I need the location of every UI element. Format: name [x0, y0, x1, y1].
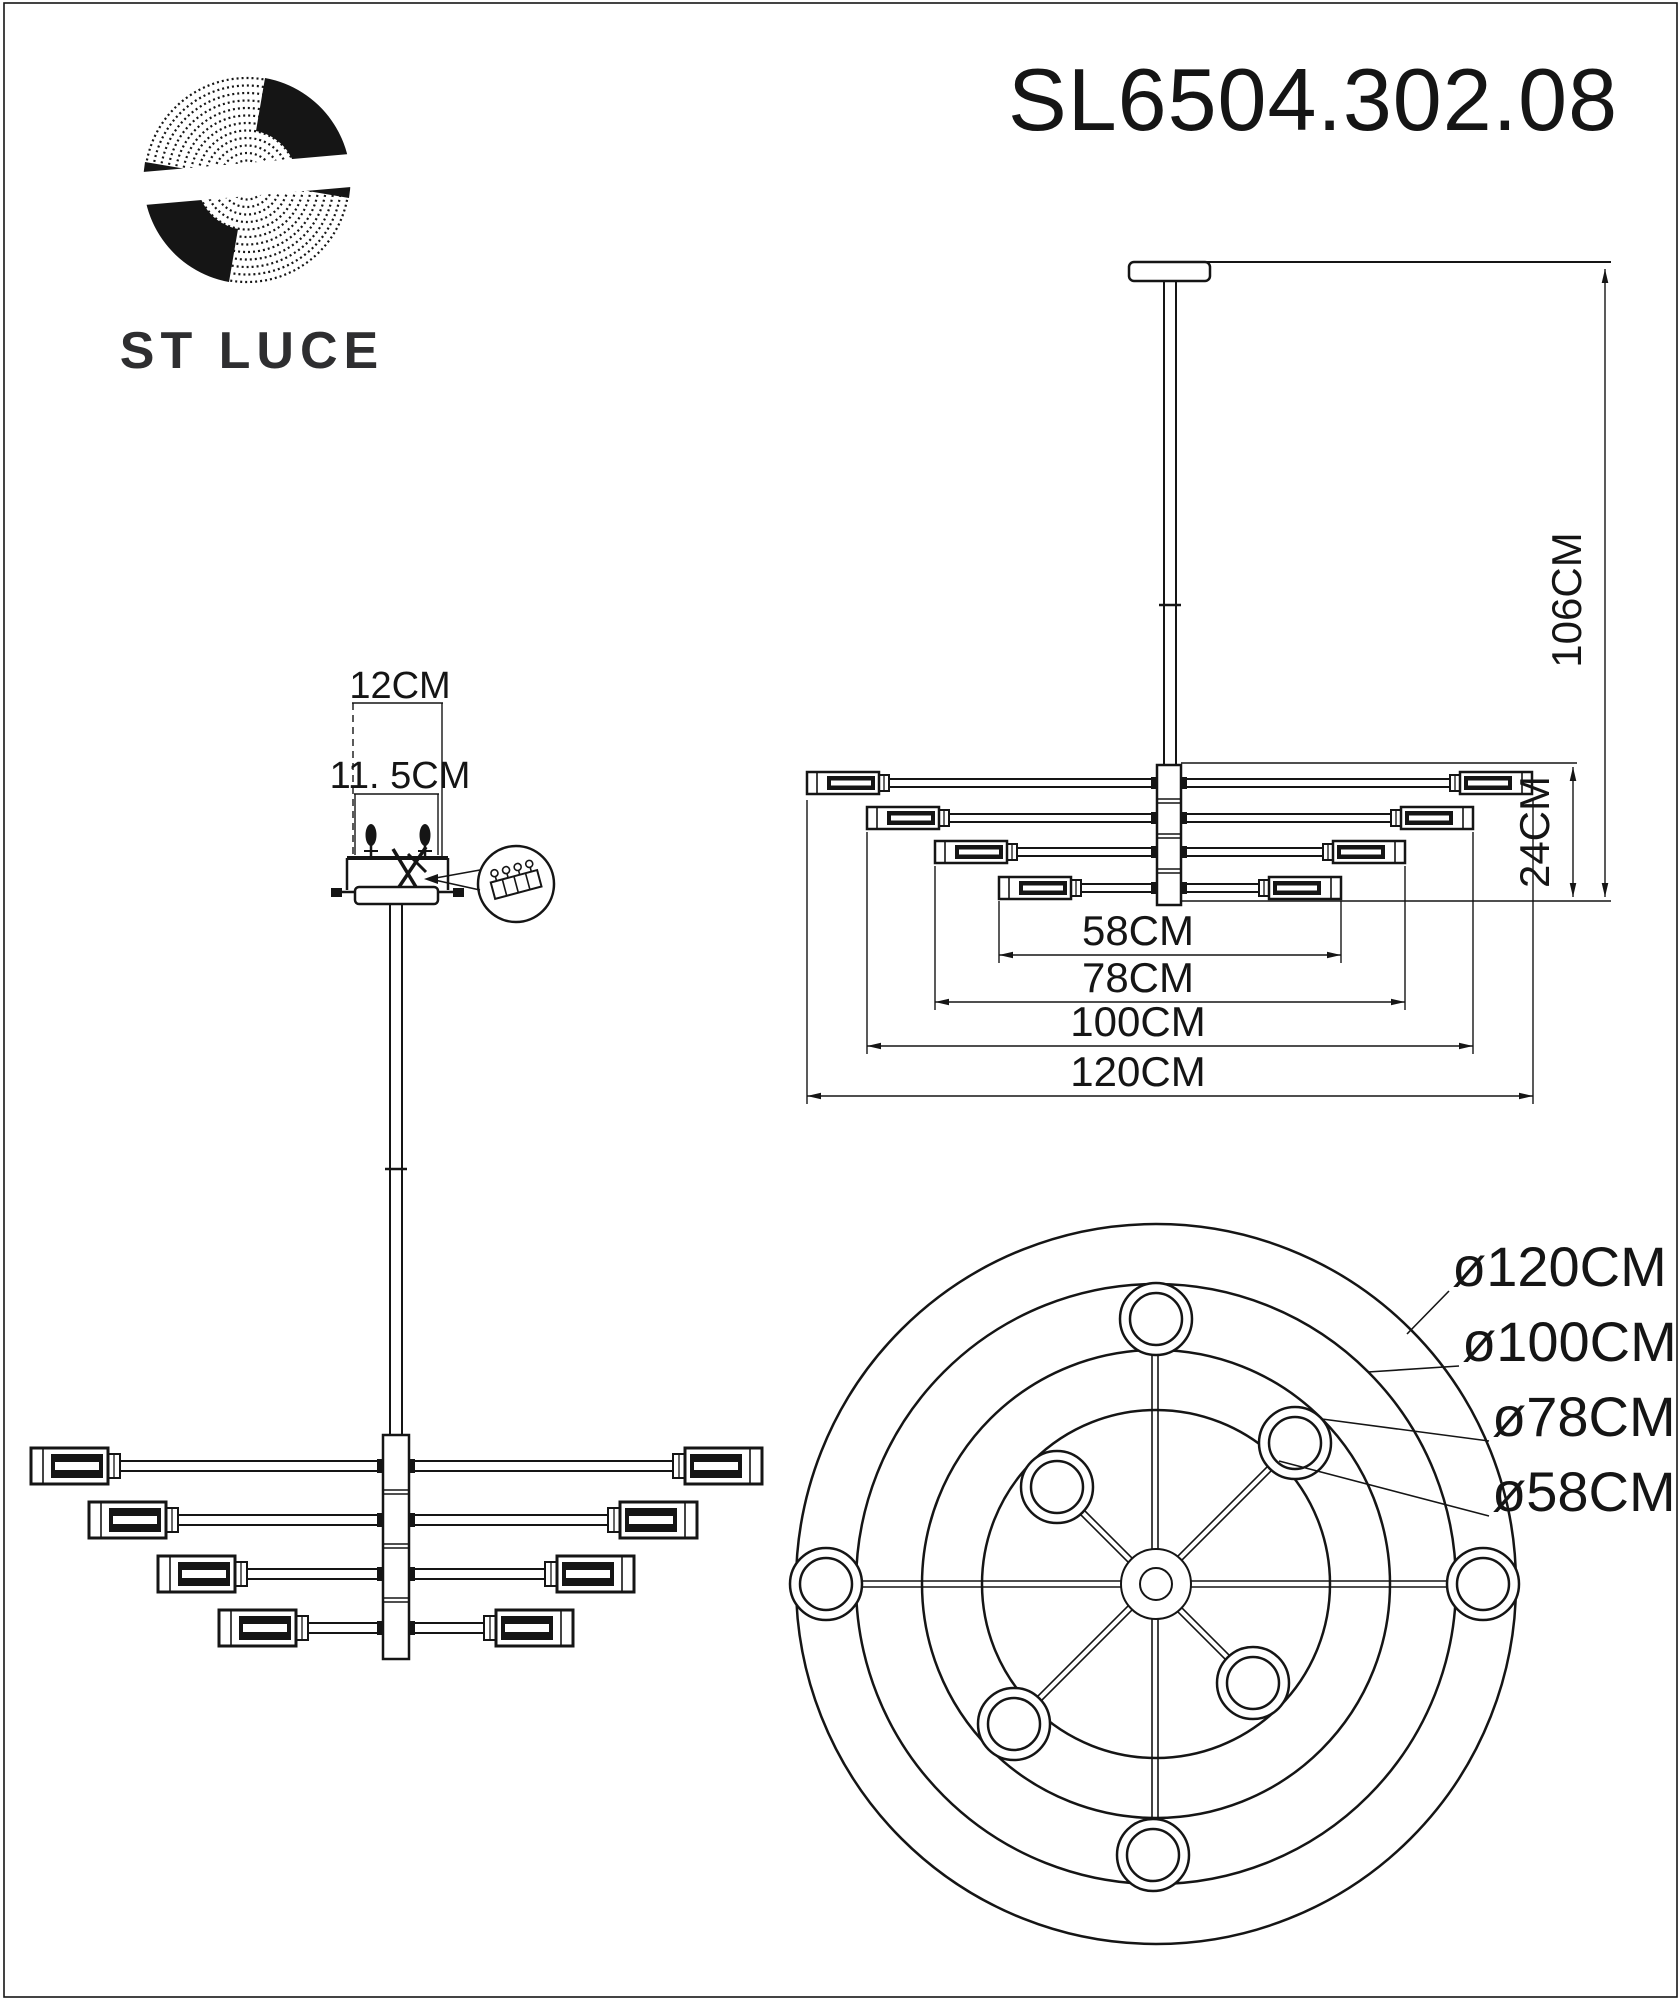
- dim-label-24cm: 24CM: [1511, 775, 1558, 889]
- dim-label-106cm: 106CM: [1543, 532, 1590, 668]
- lamp-south: [1117, 1819, 1189, 1891]
- mounting-bracket: [347, 858, 448, 890]
- lamp-southeast: [1217, 1647, 1289, 1719]
- dim-label-12cm: 12CM: [349, 665, 451, 707]
- dia-label-58cm: ø58CM: [1492, 1460, 1676, 1523]
- pendant-rod-full: [385, 904, 407, 1435]
- lamp-north: [1120, 1283, 1192, 1355]
- logo-mark-icon: [123, 78, 371, 282]
- detail-arrow: [424, 874, 438, 884]
- ceiling-plate: [1129, 262, 1210, 281]
- mount-detail-view: [330, 665, 554, 922]
- brand-wordmark: ST LUCE: [119, 322, 385, 380]
- dia-label-120cm: ø120CM: [1452, 1235, 1667, 1298]
- lamp-west: [790, 1548, 862, 1620]
- dim-label-58cm: 58CM: [1081, 907, 1195, 954]
- dim-label-11-5cm: 11. 5CM: [329, 755, 471, 797]
- lamp-northeast: [1259, 1407, 1331, 1479]
- full-fixture-side-view: [31, 904, 762, 1659]
- lamp-east: [1447, 1548, 1519, 1620]
- central-column-full: [377, 1435, 415, 1659]
- dim-label-78cm: 78CM: [1081, 954, 1195, 1001]
- dim-label-100cm: 100CM: [1070, 998, 1206, 1045]
- model-number: SL6504.302.08: [1008, 50, 1619, 149]
- top-plan-view: [790, 1224, 1677, 1944]
- dia-label-100cm: ø100CM: [1462, 1310, 1677, 1373]
- st-luce-logo: [120, 78, 384, 380]
- diameter-leaders: [1279, 1291, 1489, 1516]
- dim-label-120cm: 120CM: [1070, 1048, 1206, 1095]
- lamp-northwest: [1021, 1451, 1093, 1523]
- canopy: [331, 887, 464, 904]
- pendant-rod: [1159, 281, 1181, 765]
- dia-label-78cm: ø78CM: [1492, 1385, 1676, 1448]
- lamp-southwest: [978, 1688, 1050, 1760]
- elevation-side-view: [807, 262, 1611, 1104]
- wires: [393, 847, 426, 887]
- page-border: [4, 3, 1677, 1997]
- center-hub: [1121, 1549, 1191, 1619]
